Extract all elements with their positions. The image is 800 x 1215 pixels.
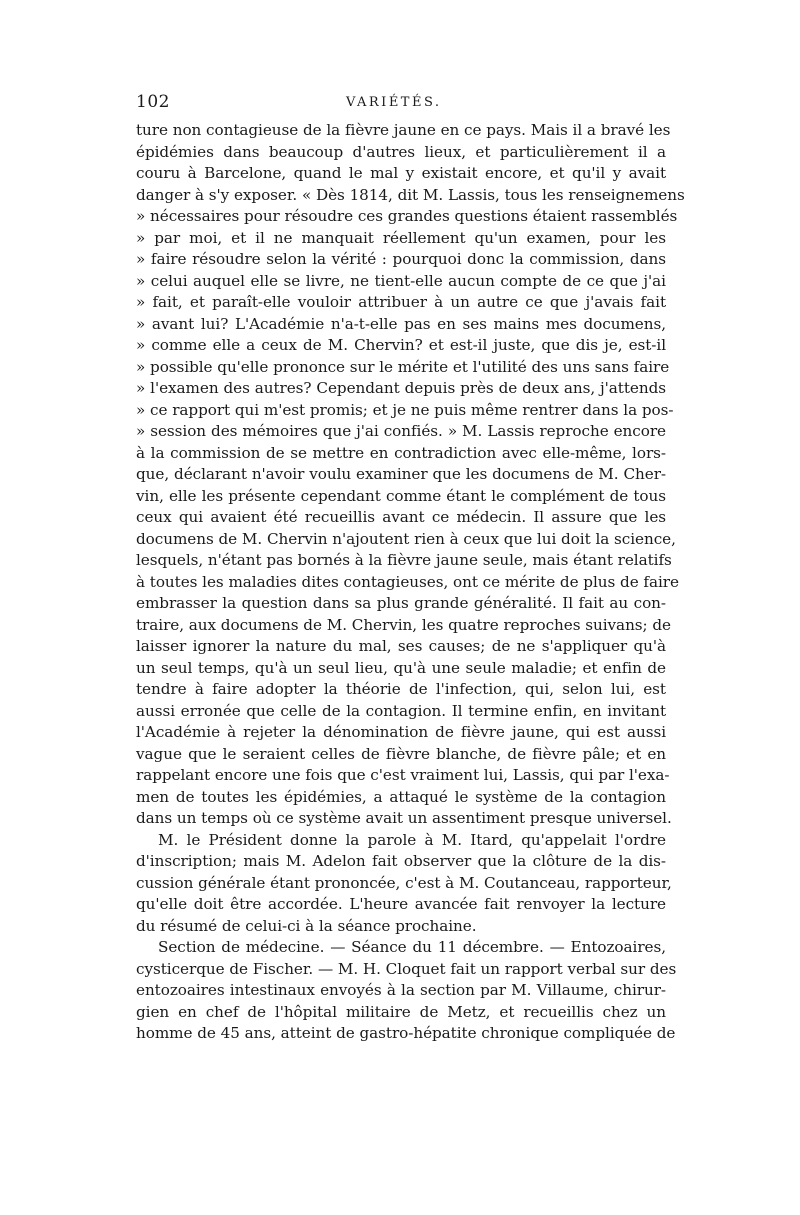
text-line: » nécessaires pour résoudre ces grandes questions étaient rassemblés [136, 207, 678, 225]
text-line: ture non contagieuse de la fièvre jaune en ce pays. Mais il a bravé les [136, 121, 671, 139]
running-head: VARIÉTÉS. [346, 95, 442, 110]
text-line: gien en chef de l'hôpital militaire de Metz, et recueillis chez un [136, 1002, 666, 1021]
text-line: ceux qui avaient été recueillis avant ce médecin. Il assure que les [136, 508, 666, 526]
body-text [136, 120, 685, 1045]
text-line: qu'elle doit être accordée. L'heure avancée fait renvoyer la lecture [136, 895, 666, 913]
text-line: » l'examen des autres? Cependant depuis près de deux ans, j'attends [136, 379, 666, 397]
text-line: homme de 45 ans, atteint de gastro-hépatite chronique compliquée de [136, 1024, 676, 1042]
text-line: » possible qu'elle prononce sur le mérite et l'utilité des uns sans faire [136, 357, 670, 376]
text-line: cysticerque de Fischer. — M. H. Cloquet fait un rapport verbal sur des [136, 959, 677, 978]
text-line: laisser ignorer la nature du mal, ses causes; de ne s'appliquer qu'à [136, 637, 666, 655]
text-line: » ce rapport qui m'est promis; et je ne puis même rentrer dans la pos- [136, 400, 674, 419]
text-line: men de toutes les épidémies, a attaqué le système de la contagion [136, 787, 666, 806]
text-line: » fait, et paraît-elle vouloir attribuer à un autre ce que j'avais fait [136, 293, 666, 311]
text-line: » faire résoudre selon la vérité : pourquoi donc la commission, dans [136, 250, 666, 268]
text-line: » avant lui? L'Académie n'a-t-elle pas en ses mains mes documens, [136, 314, 666, 333]
page-header [136, 92, 666, 120]
text-line: vin, elle les présente cependant comme étant le complément de tous [136, 486, 666, 505]
text-line: d'inscription; mais M. Adelon fait observer que la clôture de la dis- [136, 852, 666, 870]
text-line: » celui auquel elle se livre, ne tient-elle aucun compte de ce que j'ai [136, 271, 666, 290]
text-line: rappelant encore une fois que c'est vraiment lui, Lassis, qui par l'exa- [136, 766, 670, 784]
text-line: cussion générale étant prononcée, c'est à M. Coutanceau, rapporteur, [136, 873, 672, 892]
section-heading-line: Section de médecine. — Séance du 11 décembre. — Entozoaires, [158, 938, 666, 956]
text-line: du résumé de celui-ci à la séance prochaine. [136, 916, 477, 935]
text-line: l'Académie à rejeter la dénomination de fièvre jaune, qui est aussi [136, 723, 666, 741]
text-line: à la commission de se mettre en contradiction avec elle-même, lors- [136, 443, 666, 462]
text-line: entozoaires intestinaux envoyés à la section par M. Villaume, chirur- [136, 981, 666, 999]
text-line: vague que le seraient celles de fièvre blanche, de fièvre pâle; et en [136, 744, 666, 763]
text-line: » session des mémoires que j'ai confiés. » M. Lassis reproche encore [136, 422, 666, 440]
page-number: 102 [136, 92, 170, 112]
text-line: documens de M. Chervin n'ajoutent rien à ceux que lui doit la science, [136, 529, 676, 548]
text-line: embrasser la question dans sa plus grande généralité. Il fait au con- [136, 594, 666, 612]
text-line: tendre à faire adopter la théorie de l'infection, qui, selon lui, est [136, 680, 666, 698]
text-line: » comme elle a ceux de M. Chervin? et est-il juste, que dis je, est-il [136, 336, 666, 354]
text-line: aussi erronée que celle de la contagion. Il termine enfin, en invitant [136, 701, 666, 720]
text-line: couru à Barcelone, quand le mal y existait encore, et qu'il y avait [136, 164, 666, 182]
text-line: que, déclarant n'avoir voulu examiner que les documens de M. Cher- [136, 465, 666, 483]
text-line: un seul temps, qu'à un seul lieu, qu'à une seule maladie; et enfin de [136, 658, 666, 677]
text-line: M. le Président donne la parole à M. Itard, qu'appelait l'ordre [158, 830, 666, 849]
text-line: épidémies dans beaucoup d'autres lieux, et particulièrement il a [136, 142, 666, 161]
text-line: lesquels, n'étant pas bornés à la fièvre jaune seule, mais étant relatifs [136, 551, 672, 569]
document-page [136, 92, 685, 1045]
text-line: » par moi, et il ne manquait réellement qu'un examen, pour les [136, 228, 666, 247]
text-line: à toutes les maladies dites contagieuses, ont ce mérite de plus de faire [136, 572, 679, 591]
text-line: dans un temps où ce système avait un assentiment presque universel. [136, 809, 672, 827]
text-line: danger à s'y exposer. « Dès 1814, dit M. Lassis, tous les renseignemens [136, 185, 685, 204]
text-line: traire, aux documens de M. Chervin, les quatre reproches suivans; de [136, 615, 671, 634]
